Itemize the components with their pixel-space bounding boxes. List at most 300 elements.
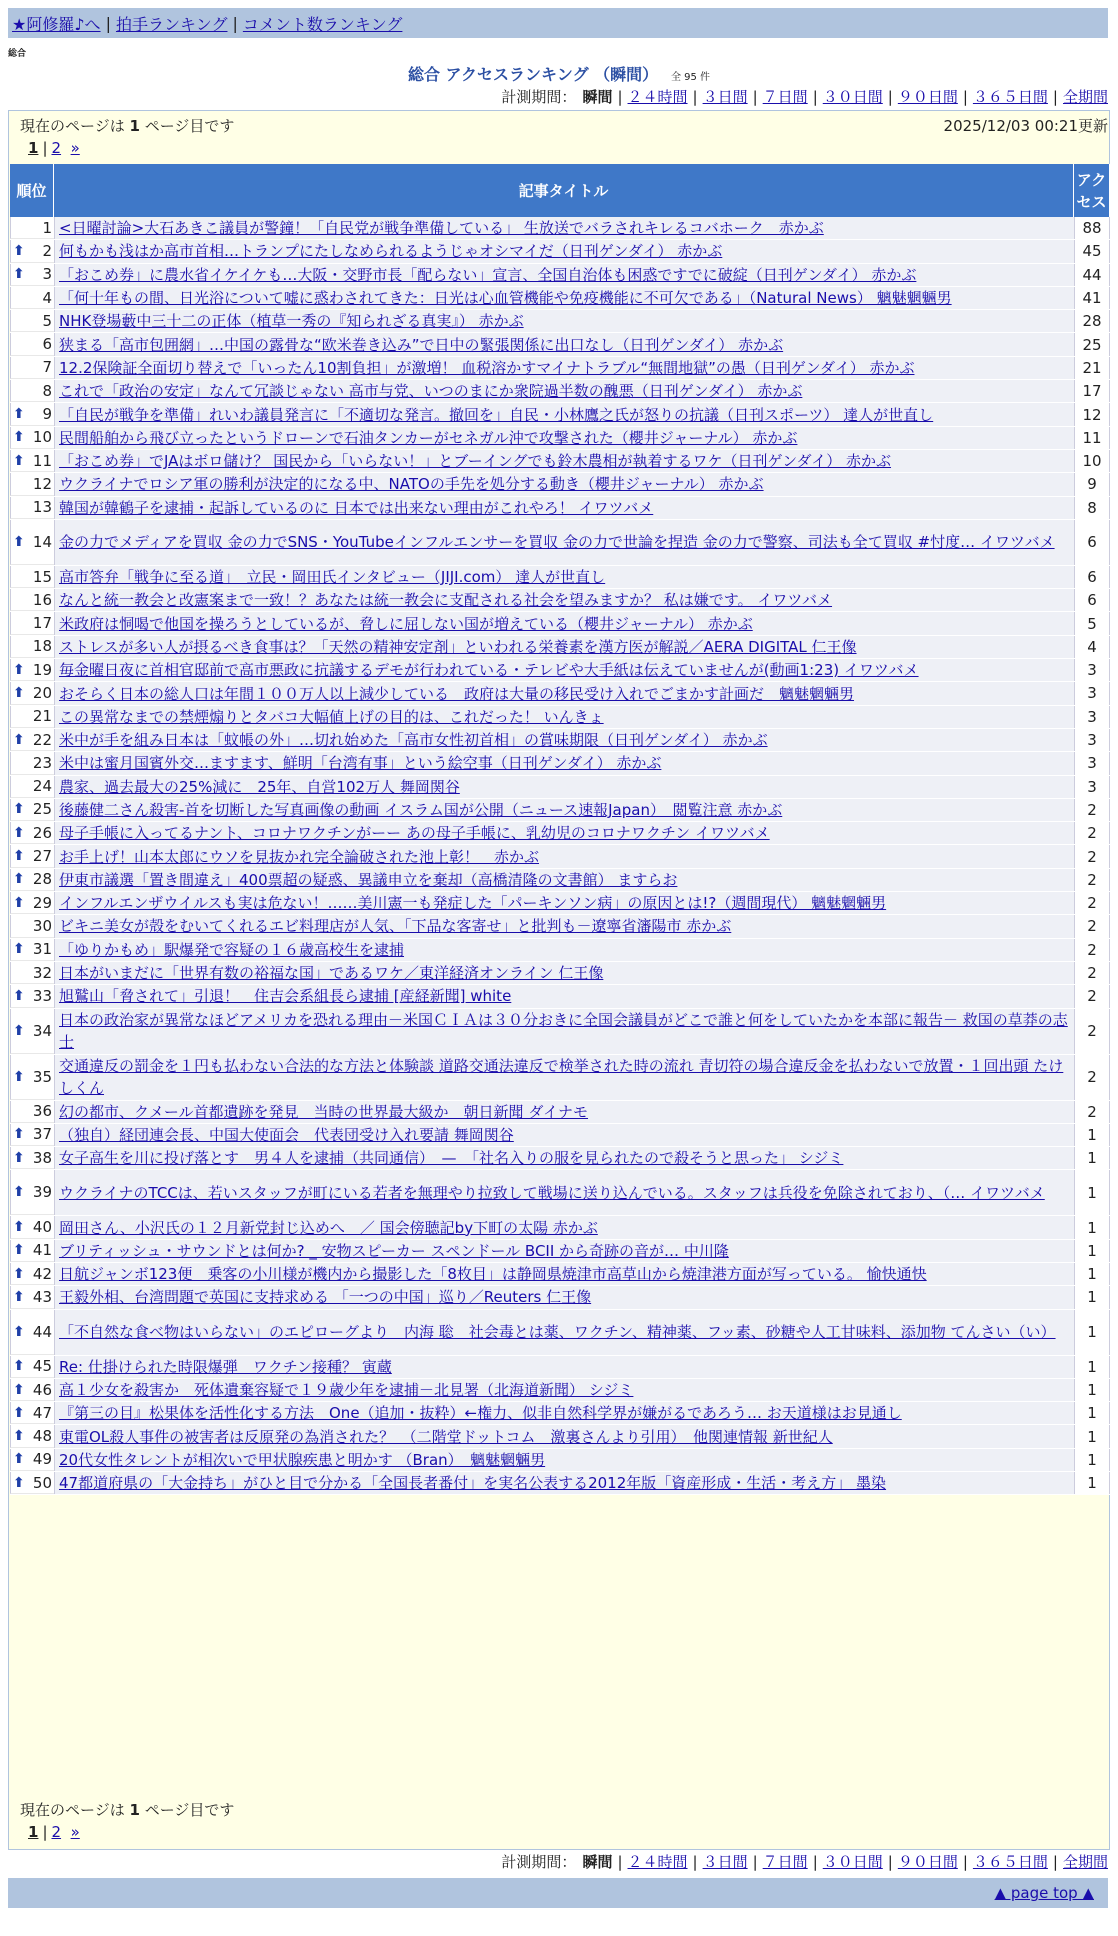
up-arrow-icon: ⬆ bbox=[13, 1149, 25, 1166]
title-cell bbox=[54, 566, 1074, 588]
up-arrow-icon: ⬆ bbox=[13, 1126, 25, 1143]
rank-number: 26 bbox=[32, 823, 52, 842]
rank-cell bbox=[10, 845, 54, 867]
rank-number: 31 bbox=[32, 940, 52, 959]
table-row bbox=[10, 217, 1110, 240]
rank-cell bbox=[10, 287, 54, 309]
title-cell bbox=[54, 612, 1074, 634]
rank-cell bbox=[10, 310, 54, 332]
title-cell bbox=[54, 1009, 1074, 1054]
title-cell bbox=[54, 636, 1074, 658]
up-arrow-icon: ⬆ bbox=[13, 1219, 25, 1236]
article-link[interactable]: 民間船舶から飛び立ったというドローンで石油タンカーがセネガル沖で攻撃された（櫻井ジャーナル） 赤かぶ bbox=[59, 428, 798, 447]
rank-cell bbox=[10, 520, 54, 565]
article-link[interactable]: ブリティッシュ・サウンドとは何か? _ 安物スピーカー スペンドール BCII から奇跡の音が… 中川隆 bbox=[59, 1241, 729, 1260]
article-link[interactable]: 高１少女を殺害か 死体遺棄容疑で１９歳少年を逮捕－北見署（北海道新聞） シジミ bbox=[59, 1381, 634, 1400]
rank-cell bbox=[10, 403, 54, 425]
title-cell bbox=[54, 845, 1074, 867]
access-count: 2 bbox=[1074, 985, 1110, 1007]
rank-number: 22 bbox=[32, 730, 52, 749]
rank-number: 27 bbox=[32, 847, 52, 866]
rank-number: 42 bbox=[32, 1264, 52, 1283]
table-row bbox=[10, 939, 1110, 962]
up-arrow-icon: ⬆ bbox=[13, 429, 25, 446]
article-link[interactable]: 岡田さん、小沢氏の１２月新党封じ込めへ ／ 国会傍聴記by下町の太陽 赤かぶ bbox=[59, 1218, 598, 1237]
access-count: 21 bbox=[1074, 357, 1110, 379]
title-cell bbox=[54, 380, 1074, 402]
access-count: 11 bbox=[1074, 427, 1110, 449]
table-row bbox=[10, 520, 1110, 566]
rank-number: 18 bbox=[32, 637, 52, 656]
title-cell bbox=[54, 706, 1074, 728]
title-cell bbox=[54, 915, 1074, 937]
rank-cell bbox=[10, 427, 54, 449]
title-cell bbox=[54, 427, 1074, 449]
access-count: 1 bbox=[1074, 1216, 1110, 1238]
title-cell bbox=[54, 1147, 1074, 1169]
access-count: 2 bbox=[1074, 962, 1110, 984]
table-row bbox=[10, 1286, 1110, 1309]
rank-number: 5 bbox=[42, 311, 52, 330]
article-link[interactable]: 東電OL殺人事件の被害者は反原発の為消された？ （二階堂ドットコム 激裏さんより引用） 他関連情報 新世紀人 bbox=[59, 1427, 833, 1446]
access-count: 2 bbox=[1074, 822, 1110, 844]
rank-number: 46 bbox=[32, 1380, 52, 1399]
article-link[interactable]: <日曜討論>大石あきこ議員が警鐘！「自民党が戦争準備している」 生放送でバラされキレるコバホーク 赤かぶ bbox=[59, 219, 824, 238]
article-link[interactable]: 狭まる「高市包囲網」…中国の露骨な“欧米巻き込み”で日中の緊張関係に出口なし（日刊ゲンダイ） 赤かぶ bbox=[59, 335, 784, 354]
title-cell bbox=[54, 1055, 1074, 1100]
article-link[interactable]: 韓国が韓鶴子を逮捕・起訴しているのに 日本では出来ない理由がこれやろ！ イワツバメ bbox=[59, 498, 654, 517]
nav-separator: | bbox=[105, 13, 111, 33]
rank-cell bbox=[10, 706, 54, 728]
rank-cell bbox=[10, 729, 54, 751]
table-row bbox=[10, 1449, 1110, 1472]
article-link[interactable]: 伊東市議選「置き間違え」400票超の疑惑、異議申立を棄却（高橋清隆の文書館） ますらお bbox=[59, 870, 678, 889]
table-row bbox=[10, 427, 1110, 450]
title-cell bbox=[54, 962, 1074, 984]
rank-number: 12 bbox=[32, 474, 52, 493]
table-row bbox=[10, 497, 1110, 520]
access-count: 2 bbox=[1074, 939, 1110, 961]
access-count: 3 bbox=[1074, 682, 1110, 704]
rank-number: 29 bbox=[32, 893, 52, 912]
title-cell bbox=[54, 403, 1074, 425]
article-link[interactable]: 「不自然な食べ物はいらない」のエピローグより 内海 聡 社会毒とは薬、ワクチン、精神薬、フッ素、砂糖や人工甘味料、添加物 てんさい（い） bbox=[59, 1323, 1056, 1342]
title-cell bbox=[54, 892, 1074, 914]
article-link[interactable]: 金の力でメディアを買収 金の力でSNS・YouTubeインフルエンサーを買収 金の力で世論を捏造 金の力で警察、司法も全て買収 #忖度… イワツバメ bbox=[59, 533, 1055, 552]
rank-cell bbox=[10, 1402, 54, 1424]
table-row bbox=[10, 962, 1110, 985]
rank-number: 15 bbox=[32, 567, 52, 586]
up-arrow-icon: ⬆ bbox=[13, 452, 25, 469]
access-count: 2 bbox=[1074, 892, 1110, 914]
rank-cell bbox=[10, 1124, 54, 1146]
up-arrow-icon: ⬆ bbox=[13, 1358, 25, 1375]
rank-cell bbox=[10, 1147, 54, 1169]
title-cell bbox=[54, 1286, 1074, 1308]
rank-number: 47 bbox=[32, 1403, 52, 1422]
rank-number: 50 bbox=[32, 1473, 52, 1492]
article-link[interactable]: 高市答弁「戦争に至る道」 立民・岡田氏インタビュー（JIJI.com） 達人が世直し bbox=[59, 568, 606, 587]
title-cell bbox=[54, 450, 1074, 472]
pager-next[interactable]: » bbox=[70, 139, 80, 157]
period-link-24h[interactable]: ２４時間 bbox=[627, 88, 688, 106]
article-link[interactable]: 毎金曜日夜に首相官邸前で高市悪政に抗議するデモが行われている・テレビや大手紙は伝えていませんが(動画1:23) イワツバメ bbox=[59, 661, 919, 680]
article-link[interactable]: 交通違反の罰金を１円も払わない合法的な方法と体験談 道路交通法違反で検挙された時の流れ 青切符の場合違反金を払わないで放置・１回出頭 たけしくん bbox=[59, 1057, 1064, 1097]
table-row bbox=[10, 799, 1110, 822]
table-row bbox=[10, 776, 1110, 799]
article-link[interactable]: Re: 仕掛けられた時限爆弾 ワクチン接種？ 寅蔵 bbox=[59, 1357, 392, 1376]
rank-cell bbox=[10, 333, 54, 355]
article-link[interactable]: お手上げ！山本太郎にウソを見抜かれ完全論破された池上彰！ 赤かぶ bbox=[59, 847, 540, 866]
access-count: 10 bbox=[1074, 450, 1110, 472]
rank-cell bbox=[10, 636, 54, 658]
title-cell bbox=[54, 822, 1074, 844]
rank-number: 28 bbox=[32, 870, 52, 889]
up-arrow-icon: ⬆ bbox=[13, 1451, 25, 1468]
access-count: 3 bbox=[1074, 776, 1110, 798]
table-row bbox=[10, 1263, 1110, 1286]
access-count: 1 bbox=[1074, 1147, 1110, 1169]
rank-cell bbox=[10, 1216, 54, 1238]
rank-number: 34 bbox=[32, 1021, 52, 1040]
table-row bbox=[10, 1170, 1110, 1216]
rank-number: 8 bbox=[42, 381, 52, 400]
rank-cell bbox=[10, 752, 54, 774]
rank-cell bbox=[10, 1170, 54, 1215]
table-row bbox=[10, 287, 1110, 310]
rank-cell bbox=[10, 497, 54, 519]
table-row bbox=[10, 473, 1110, 496]
rank-number: 39 bbox=[32, 1183, 52, 1202]
rank-cell bbox=[10, 612, 54, 634]
title-cell bbox=[54, 799, 1074, 821]
rank-cell bbox=[10, 1263, 54, 1285]
table-row bbox=[10, 1216, 1110, 1239]
updated-timestamp: 2025/12/03 00:21更新 bbox=[943, 117, 1108, 135]
title-cell bbox=[54, 682, 1074, 704]
article-link[interactable]: 後藤健二さん殺害-首を切断した写真画像の動画 イスラム国が公開（ニュース速報Japan） 閲覧注意 赤かぶ bbox=[59, 800, 783, 819]
rank-number: 6 bbox=[42, 335, 52, 354]
article-link[interactable]: インフルエンザウイルスも実は危ない！……美川憲一も発症した「パーキンソン病」の原因とは!?（週間現代） 魑魅魍魎男 bbox=[59, 894, 887, 913]
table-row bbox=[10, 752, 1110, 775]
period-current: 瞬間 bbox=[582, 1853, 613, 1871]
article-link[interactable]: 米中は蜜月国賓外交…ますます、鮮明「台湾有事」という絵空事（日刊ゲンダイ） 赤かぶ bbox=[59, 754, 662, 773]
table-row bbox=[10, 357, 1110, 380]
article-link[interactable]: ウクライナのTCCは、若いスタッフが町にいる若者を無理やり拉致して戦場に送り込んでいる。スタッフは兵役を免除されており、（… イワツバメ bbox=[59, 1183, 1045, 1202]
pager-page-2[interactable]: 2 bbox=[51, 1823, 62, 1841]
up-arrow-icon: ⬆ bbox=[13, 1242, 25, 1259]
up-arrow-icon: ⬆ bbox=[13, 894, 25, 911]
header-title: 記事タイトル bbox=[54, 164, 1074, 217]
rank-number: 40 bbox=[32, 1218, 52, 1237]
rank-cell bbox=[10, 1286, 54, 1308]
article-link[interactable]: 米中が手を組み日本は「蚊帳の外」…切れ始めた「高市女性初首相」の賞味期限（日刊ゲンダイ） 赤かぶ bbox=[59, 731, 768, 750]
up-arrow-icon: ⬆ bbox=[13, 1288, 25, 1305]
table-row bbox=[10, 403, 1110, 426]
access-count: 2 bbox=[1074, 799, 1110, 821]
rank-number: 3 bbox=[42, 265, 52, 284]
rank-number: 36 bbox=[32, 1102, 52, 1121]
article-link[interactable]: NHK登場藪中三十二の正体（植草一秀の『知られざる真実』） 赤かぶ bbox=[59, 312, 524, 331]
title-cell bbox=[54, 776, 1074, 798]
table-row bbox=[10, 589, 1110, 612]
article-link[interactable]: ビキニ美女が殻をむいてくれるエビ料理店が人気、「下品な客寄せ」と批判も－遼寧省瀋陽市 赤かぶ bbox=[59, 917, 732, 936]
table-row bbox=[10, 310, 1110, 333]
header-rank: 順位 bbox=[10, 164, 54, 217]
article-link[interactable]: 20代女性タレントが相次いで甲状腺疾患と明かす （Bran） 魑魅魍魎男 bbox=[59, 1450, 546, 1469]
ranking-table bbox=[10, 217, 1110, 1495]
rank-number: 4 bbox=[42, 288, 52, 307]
title-cell bbox=[54, 1449, 1074, 1471]
article-link[interactable]: これで「政治の安定」なんて冗談じゃない 高市与党、いつのまにか衆院過半数の醜悪（日刊ゲンダイ） 赤かぶ bbox=[59, 382, 803, 401]
access-count: 5 bbox=[1074, 612, 1110, 634]
rank-cell bbox=[10, 450, 54, 472]
table-row bbox=[10, 636, 1110, 659]
page-info-bottom: 現在のページは 1 ページ目です bbox=[20, 1801, 235, 1819]
title-cell bbox=[54, 1263, 1074, 1285]
article-link[interactable]: おそらく日本の総人口は年間１００万人以上減少している 政府は大量の移民受け入れでごまかす計画だ 魑魅魍魎男 bbox=[59, 684, 855, 703]
title-cell bbox=[54, 520, 1074, 565]
access-count: 3 bbox=[1074, 706, 1110, 728]
access-count: 1 bbox=[1074, 1310, 1110, 1355]
article-link[interactable]: 「何十年もの間、日光浴について嘘に惑わされてきた：日光は心血管機能や免疫機能に不可欠である」（Natural News） 魑魅魍魎男 bbox=[59, 289, 952, 308]
title-cell bbox=[54, 752, 1074, 774]
access-count: 44 bbox=[1074, 264, 1110, 286]
rank-number: 10 bbox=[32, 428, 52, 447]
rank-cell bbox=[10, 1101, 54, 1123]
rank-cell bbox=[10, 1055, 54, 1100]
period-link-365d[interactable]: ３６５日間 bbox=[972, 88, 1048, 106]
title-cell bbox=[54, 1216, 1074, 1238]
title-cell bbox=[54, 1310, 1074, 1355]
article-link[interactable]: 「自民が戦争を準備」れいわ議員発言に「不適切な発言。撤回を」自民・小林鷹之氏が怒りの抗議（日刊スポーツ） 達人が世直し bbox=[59, 405, 934, 424]
table-row bbox=[10, 706, 1110, 729]
period-link-all[interactable]: 全期間 bbox=[1062, 88, 1108, 106]
table-row bbox=[10, 264, 1110, 287]
table-row bbox=[10, 1402, 1110, 1425]
access-count: 9 bbox=[1074, 473, 1110, 495]
title-cell bbox=[54, 659, 1074, 681]
rank-cell bbox=[10, 1240, 54, 1262]
rank-number: 1 bbox=[42, 218, 52, 237]
pager-next[interactable]: » bbox=[70, 1823, 80, 1841]
rank-number: 41 bbox=[32, 1241, 52, 1260]
period-link-90d[interactable]: ９０日間 bbox=[897, 88, 958, 106]
rank-cell bbox=[10, 264, 54, 286]
clap-ranking-link[interactable]: 拍手ランキング bbox=[115, 14, 228, 34]
article-link[interactable]: 「ゆりかもめ」駅爆発で容疑の１６歳高校生を逮捕 bbox=[59, 940, 405, 959]
page-title: 総合 アクセスランキング （瞬間） bbox=[407, 65, 659, 84]
rank-cell bbox=[10, 985, 54, 1007]
up-arrow-icon: ⬆ bbox=[13, 871, 25, 888]
table-row bbox=[10, 1240, 1110, 1263]
access-count: 2 bbox=[1074, 845, 1110, 867]
title-cell bbox=[54, 1170, 1074, 1215]
access-count: 2 bbox=[1074, 1009, 1110, 1054]
article-link[interactable]: この異常なまでの禁煙煽りとタバコ大幅値上げの目的は、これだった！ いんきょ bbox=[59, 707, 604, 726]
period-label: 計測期間： bbox=[501, 88, 577, 106]
rank-number: 16 bbox=[32, 590, 52, 609]
article-link[interactable]: 日本がいまだに「世界有数の裕福な国」であるワケ／東洋経済オンライン 仁王像 bbox=[59, 964, 604, 983]
period-link-7d[interactable]: ７日間 bbox=[762, 1853, 808, 1871]
access-count: 1 bbox=[1074, 1124, 1110, 1146]
table-row bbox=[10, 892, 1110, 915]
rank-number: 20 bbox=[32, 683, 52, 702]
title-cell bbox=[54, 473, 1074, 495]
table-row bbox=[10, 822, 1110, 845]
rank-cell bbox=[10, 589, 54, 611]
access-count: 12 bbox=[1074, 403, 1110, 425]
table-row bbox=[10, 1425, 1110, 1448]
access-count: 1 bbox=[1074, 1449, 1110, 1471]
rank-cell bbox=[10, 1472, 54, 1494]
period-link-3d[interactable]: ３日間 bbox=[702, 88, 748, 106]
up-arrow-icon: ⬆ bbox=[13, 824, 25, 841]
rank-number: 19 bbox=[32, 660, 52, 679]
rank-cell bbox=[10, 357, 54, 379]
access-count: 8 bbox=[1074, 497, 1110, 519]
up-arrow-icon: ⬆ bbox=[13, 941, 25, 958]
rank-number: 35 bbox=[32, 1067, 52, 1086]
title-cell bbox=[54, 1356, 1074, 1378]
period-link-24h[interactable]: ２４時間 bbox=[627, 1853, 688, 1871]
pager-bottom: 1 | 2 » bbox=[28, 1823, 80, 1841]
article-link[interactable]: 農家、過去最大の25%減に 25年、自営102万人 舞岡関谷 bbox=[59, 777, 460, 796]
article-link[interactable]: ストレスが多い人が摂るべき食事は？「天然の精神安定剤」といわれる栄養素を漢方医が解説／AERA DIGITAL 仁王像 bbox=[59, 637, 857, 656]
rank-number: 49 bbox=[32, 1450, 52, 1469]
nav-separator: | bbox=[232, 13, 238, 33]
access-count: 1 bbox=[1074, 1170, 1110, 1215]
page-info-top: 現在のページは 1 ページ目です bbox=[20, 117, 235, 135]
period-link-365d[interactable]: ３６５日間 bbox=[972, 1853, 1048, 1871]
article-link[interactable]: 『第三の目』松果体を活性化する方法 One（追加・抜粋）←権力、似非自然科学界が嫌がるであろう… お天道様はお見通し bbox=[59, 1404, 902, 1423]
home-link[interactable]: ★阿修羅♪へ bbox=[12, 14, 101, 34]
rank-cell bbox=[10, 473, 54, 495]
article-link[interactable]: ウクライナでロシア軍の勝利が決定的になる中、NATOの手先を処分する動き（櫻井ジャーナル） 赤かぶ bbox=[59, 475, 764, 494]
title-cell bbox=[54, 869, 1074, 891]
title-cell bbox=[54, 939, 1074, 961]
access-count: 88 bbox=[1074, 217, 1110, 239]
rank-cell bbox=[10, 240, 54, 262]
table-row bbox=[10, 915, 1110, 938]
table-header bbox=[10, 164, 1110, 217]
article-link[interactable]: 日本の政治家が異常なほどアメリカを恐れる理由－米国ＣＩＡは３０分おきに全国会議員がどこで誰と何をしていたかを本部に報告－ 救国の草莽の志士 bbox=[59, 1011, 1068, 1051]
period-link-30d[interactable]: ３０日間 bbox=[822, 88, 883, 106]
rank-cell bbox=[10, 1449, 54, 1471]
rank-number: 43 bbox=[32, 1287, 52, 1306]
period-current: 瞬間 bbox=[582, 88, 613, 106]
period-link-90d[interactable]: ９０日間 bbox=[897, 1853, 958, 1871]
article-link[interactable]: なんと統一教会と改憲案まで一致！？あなたは統一教会に支配される社会を望みますか？ 私は嫌です。 イワツバメ bbox=[59, 591, 833, 610]
article-link[interactable]: 12.2保険証全面切り替えで「いったん10割負担」が激増！ 血税溶かすマイナトラブル“無間地獄”の愚（日刊ゲンダイ） 赤かぶ bbox=[59, 358, 915, 377]
table-row bbox=[10, 240, 1110, 263]
rank-cell bbox=[10, 1425, 54, 1447]
article-link[interactable]: 日航ジャンボ123便 乗客の小川様が機内から撮影した「8枚目」は静岡県焼津市高草山から焼津港方面が写っている。 愉快通快 bbox=[59, 1265, 927, 1284]
access-count: 2 bbox=[1074, 915, 1110, 937]
access-count: 2 bbox=[1074, 869, 1110, 891]
article-link[interactable]: 「おこめ券」に農水省イケイケも…大阪・交野市長「配らない」宣言、全国自治体も困惑ですでに破綻（日刊ゲンダイ） 赤かぶ bbox=[59, 265, 917, 284]
table-row bbox=[10, 659, 1110, 682]
table-row bbox=[10, 682, 1110, 705]
rank-number: 37 bbox=[32, 1125, 52, 1144]
article-link[interactable]: 幻の都市、クメール首都遺跡を発見 当時の世界最大級か 朝日新聞 ダイナモ bbox=[59, 1102, 589, 1121]
rank-number: 48 bbox=[32, 1427, 52, 1446]
up-arrow-icon: ⬆ bbox=[13, 1428, 25, 1445]
title-cell bbox=[54, 729, 1074, 751]
article-link[interactable]: 何もかも浅はか高市首相…トランプにたしなめられるようじゃオシマイだ（日刊ゲンダイ） 赤かぶ bbox=[59, 242, 723, 261]
up-arrow-icon: ⬆ bbox=[13, 533, 25, 550]
rank-number: 21 bbox=[32, 707, 52, 726]
article-link[interactable]: 「おこめ券」でJAはボロ儲け？ 国民から「いらない！」とブーイングでも鈴木農相が執着するワケ（日刊ゲンダイ） 赤かぶ bbox=[59, 452, 892, 471]
table-row bbox=[10, 450, 1110, 473]
table-row bbox=[10, 333, 1110, 356]
title-cell bbox=[54, 264, 1074, 286]
page-title-row bbox=[0, 62, 1118, 85]
rank-cell bbox=[10, 1009, 54, 1054]
up-arrow-icon: ⬆ bbox=[13, 242, 25, 259]
table-row bbox=[10, 985, 1110, 1008]
up-arrow-icon: ⬆ bbox=[13, 1381, 25, 1398]
period-link-3d[interactable]: ３日間 bbox=[702, 1853, 748, 1871]
pager-page-2[interactable]: 2 bbox=[51, 139, 62, 157]
article-link[interactable]: 女子高生を川に投げ落とす 男４人を逮捕（共同通信） — 「社名入りの服を見られたので殺そうと思った」 シジミ bbox=[59, 1149, 844, 1168]
up-arrow-icon: ⬆ bbox=[13, 684, 25, 701]
rank-cell bbox=[10, 217, 54, 239]
rank-number: 7 bbox=[42, 358, 52, 377]
up-arrow-icon: ⬆ bbox=[13, 1323, 25, 1340]
rank-number: 11 bbox=[32, 451, 52, 470]
table-row bbox=[10, 1055, 1110, 1101]
table-row bbox=[10, 1009, 1110, 1055]
period-link-30d[interactable]: ３０日間 bbox=[822, 1853, 883, 1871]
access-count: 17 bbox=[1074, 380, 1110, 402]
period-link-7d[interactable]: ７日間 bbox=[762, 88, 808, 106]
title-cell bbox=[54, 589, 1074, 611]
rank-cell bbox=[10, 1356, 54, 1378]
article-link[interactable]: 米政府は恫喝で他国を操ろうとしているが、脅しに屈しない国が増えている（櫻井ジャーナル） 赤かぶ bbox=[59, 614, 753, 633]
article-link[interactable]: 王毅外相、台湾問題で英国に支持求める 「一つの中国」巡り／Reuters 仁王像 bbox=[59, 1288, 592, 1307]
up-arrow-icon: ⬆ bbox=[13, 987, 25, 1004]
period-link-all[interactable]: 全期間 bbox=[1062, 1853, 1108, 1871]
up-arrow-icon: ⬆ bbox=[13, 1404, 25, 1421]
rank-number: 38 bbox=[32, 1148, 52, 1167]
title-cell bbox=[54, 1124, 1074, 1146]
page-top-link[interactable]: ▲ page top ▲ bbox=[994, 1884, 1094, 1902]
access-count: 25 bbox=[1074, 333, 1110, 355]
article-link[interactable]: 旭鷲山「脅されて」引退！ 住吉会系組長ら逮捕 [産経新聞] white bbox=[59, 987, 512, 1006]
title-cell bbox=[54, 1379, 1074, 1401]
up-arrow-icon: ⬆ bbox=[13, 1184, 25, 1201]
access-count: 1 bbox=[1074, 1240, 1110, 1262]
title-cell bbox=[54, 333, 1074, 355]
rank-cell bbox=[10, 1310, 54, 1355]
article-link[interactable]: 47都道府県の「大金持ち」がひと目で分かる「全国長者番付」を実名公表する2012年版「資産形成・生活・考え方」 墨染 bbox=[59, 1474, 887, 1493]
rank-cell bbox=[10, 659, 54, 681]
article-link[interactable]: 母子手帳に入ってるナント、コロナワクチンがーー あの母子手帳に、乳幼児のコロナワクチン イワツバメ bbox=[59, 824, 770, 843]
table-row bbox=[10, 729, 1110, 752]
up-arrow-icon: ⬆ bbox=[13, 406, 25, 423]
period-label: 計測期間： bbox=[501, 1853, 577, 1871]
rank-number: 24 bbox=[32, 777, 52, 796]
rank-cell bbox=[10, 566, 54, 588]
table-row bbox=[10, 1356, 1110, 1379]
rank-cell bbox=[10, 822, 54, 844]
title-cell bbox=[54, 1425, 1074, 1447]
article-link[interactable]: （独自）経団連会長、中国大使面会 代表団受け入れ要請 舞岡関谷 bbox=[59, 1125, 514, 1144]
rank-cell bbox=[10, 682, 54, 704]
table-row bbox=[10, 380, 1110, 403]
comment-ranking-link[interactable]: コメント数ランキング bbox=[242, 14, 403, 34]
